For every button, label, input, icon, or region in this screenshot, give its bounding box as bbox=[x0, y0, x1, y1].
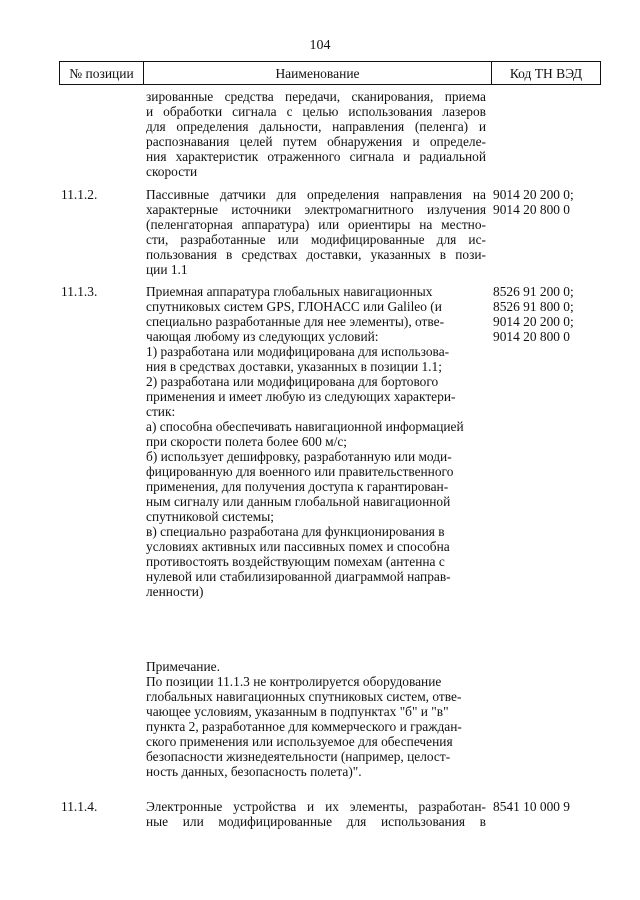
text-line: ные или модифицированные для использования в bbox=[146, 814, 486, 829]
text-line: ского применения или используемое для обеспечения bbox=[146, 734, 453, 749]
text-line: стик: bbox=[146, 404, 176, 419]
tnved-codes bbox=[493, 284, 603, 344]
item-description bbox=[146, 187, 486, 277]
text-line: Приемная аппаратура глобальных навигационных bbox=[146, 284, 433, 299]
note-title: Примечание. bbox=[146, 659, 220, 674]
text-line: Электронные устройства и их элементы, разработан- bbox=[146, 799, 486, 814]
tnved-code: 9014 20 800 0 bbox=[493, 329, 570, 344]
text-line: спутниковой системы; bbox=[146, 509, 274, 524]
text-line: в) специально разработана для функционирования в bbox=[146, 524, 445, 539]
text-line: характерные источники электромагнитного излучения bbox=[146, 202, 486, 217]
note-text bbox=[146, 659, 486, 779]
text-line: спутниковых систем GPS, ГЛОНАСС или Galileo (и bbox=[146, 299, 442, 314]
text-line: 1) разработана или модифицирована для использова- bbox=[146, 344, 450, 359]
text-line: безопасности жизнедеятельности (например, целост- bbox=[146, 749, 451, 764]
text-line: чающее условиям, указанным в подпунктах "б" и "в" bbox=[146, 704, 449, 719]
text-line: пользования в средствах доставки, указанных в пози- bbox=[146, 247, 486, 262]
text-line: применения, для получения доступа к гарантирован- bbox=[146, 479, 449, 494]
text-line: скорости bbox=[146, 164, 198, 179]
text-line: ния в средствах доставки, указанных в позиции 1.1; bbox=[146, 359, 442, 374]
position-number: 11.1.2. bbox=[61, 187, 98, 202]
text-line: ленности) bbox=[146, 584, 204, 599]
text-line: Пассивные датчики для определения направления на bbox=[146, 187, 486, 202]
tnved-code: 9014 20 200 0; bbox=[493, 314, 574, 329]
tnved-code: 9014 20 800 0 bbox=[493, 202, 570, 217]
tnved-code: 9014 20 200 0; bbox=[493, 187, 574, 202]
text-line: а) способна обеспечивать навигационной информацией bbox=[146, 419, 464, 434]
text-line: условиях активных или пассивных помех и способна bbox=[146, 539, 450, 554]
text-line: б) использует дешифровку, разработанную или моди- bbox=[146, 449, 452, 464]
item-description bbox=[146, 799, 486, 829]
text-line: при скорости полета более 600 м/с; bbox=[146, 434, 348, 449]
text-line: ным сигналу или данным глобальной навигационной bbox=[146, 494, 451, 509]
position-number: 11.1.3. bbox=[61, 284, 98, 299]
text-line: По позиции 11.1.3 не контролируется оборудование bbox=[146, 674, 442, 689]
table-header bbox=[59, 61, 601, 85]
text-line: сти, разработанные или модифицированные для ис- bbox=[146, 232, 486, 247]
text-line: распознавания целей путем обнаружения и определе- bbox=[146, 134, 486, 149]
text-line: чающая любому из следующих условий: bbox=[146, 329, 379, 344]
tnved-code: 8526 91 200 0; bbox=[493, 284, 574, 299]
text-line: зированные средства передачи, сканирования, приема bbox=[146, 89, 486, 104]
page-number: 104 bbox=[309, 38, 331, 53]
tnved-code: 8541 10 000 9 bbox=[493, 799, 570, 814]
text-line: и обработки сигнала с целью использования лазеров bbox=[146, 104, 486, 119]
text-line: (пеленгаторная аппаратура) или ориентиры на местно- bbox=[146, 217, 486, 232]
tnved-codes bbox=[493, 799, 603, 814]
header-code: Код ТН ВЭД bbox=[509, 65, 583, 81]
header-name: Наименование bbox=[144, 62, 492, 84]
text-line: 2) разработана или модифицирована для бортового bbox=[146, 374, 439, 389]
text-line: ции 1.1 bbox=[146, 262, 188, 277]
text-line: нулевой или стабилизированной диаграммой направ- bbox=[146, 569, 451, 584]
text-line: глобальных навигационных спутниковых систем, отве- bbox=[146, 689, 462, 704]
header-position: № позиции bbox=[60, 62, 144, 84]
text-line: для определения дальности, направления (пеленга) и bbox=[146, 119, 486, 134]
tnved-code: 8526 91 800 0; bbox=[493, 299, 574, 314]
item-description bbox=[146, 284, 486, 599]
continuation-text bbox=[146, 89, 486, 179]
text-line: противостоять воздействующим помехам (антенна с bbox=[146, 554, 445, 569]
tnved-codes bbox=[493, 187, 603, 217]
text-line: применения и имеет любую из следующих характери- bbox=[146, 389, 456, 404]
text-line: ния характеристик отраженного сигнала и радиальной bbox=[146, 149, 486, 164]
text-line: фицированную для военного или правительственного bbox=[146, 464, 454, 479]
text-line: ность данных, безопасность полета)". bbox=[146, 764, 362, 779]
position-number: 11.1.4. bbox=[61, 799, 98, 814]
text-line: специально разработанные для нее элементы), отве- bbox=[146, 314, 445, 329]
text-line: пункта 2, разработанное для коммерческого и граждан- bbox=[146, 719, 462, 734]
